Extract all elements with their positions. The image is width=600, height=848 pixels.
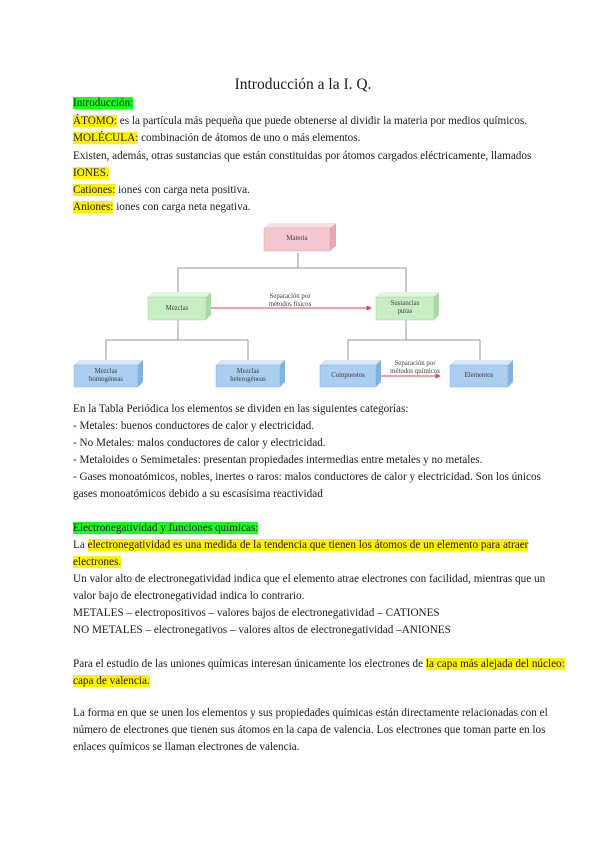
- label-elementos: Elementos: [464, 372, 494, 379]
- tabla-line-1: En la Tabla Periódica los elementos se dividen en las siguientes categorías:: [73, 403, 409, 415]
- intro-heading: Introducción:: [73, 97, 134, 109]
- uniones-line-2: capa de valencia.: [73, 675, 150, 687]
- tabla-line-6: gases monoatómicos debido a su escasísima reactividad: [73, 488, 323, 500]
- iones-line: Existen, además, otras sustancias que están constituidas por átomos cargados eléctricamente, llamados: [73, 150, 532, 162]
- uniones-line-1: Para el estudio de las uniones químicas interesan únicamente los electrones de la capa más alejada del núcleo:: [73, 658, 565, 670]
- label-mezclas-homogeneas: Mezclas homogéneas: [89, 368, 123, 383]
- label-materia: Materia: [286, 235, 308, 242]
- electro-line-6: NO METALES – electronegativos – valores altos de electronegatividad –ANIONES: [73, 624, 451, 636]
- tabla-line-5: - Gases monoatómicos, nobles, inertes o raros: malos conductores de calor y electricidad. Son los únicos: [73, 471, 541, 483]
- electro-line-4: valor bajo de electronegatividad indica lo contrario.: [73, 590, 305, 602]
- aniones-definition: Aniones: iones con carga neta negativa.: [73, 201, 251, 213]
- label-mezclas-heterogeneas: Mezclas heterogéneas: [230, 368, 266, 383]
- electro-heading: Electronegatividad y funciones químicas:: [73, 522, 259, 534]
- tabla-line-3: - No Metales: malos conductores de calor y electricidad.: [73, 437, 326, 449]
- cationes-definition: Cationes: iones con carga neta positiva.: [73, 184, 250, 196]
- label-compuestos: Compuestos: [331, 372, 365, 379]
- label-sustancias-puras: Sustancias puras: [390, 300, 420, 315]
- iones-term: IONES.: [73, 167, 109, 179]
- tabla-line-2: - Metales: buenos conductores de calor y electricidad.: [73, 420, 315, 432]
- valencia-line-1: La forma en que se unen los elementos y sus propiedades químicas están directamente relacionadas con el: [73, 707, 548, 719]
- atomo-definition: ÁTOMO: es la partícula más pequeña que puede obtenerse al dividir la materia por medios químicos.: [73, 115, 528, 127]
- valencia-line-2: número de electrones que tienen sus átomos en la capa de valencia. Los electrones que toman parte en los: [73, 724, 546, 736]
- label-separacion-fisicos: Separación por métodos físicos: [268, 293, 312, 308]
- label-separacion-quimicos: Separación por métodos químicos: [390, 360, 440, 375]
- electro-line-1: La electronegatividad es una medida de la tendencia que tienen los átomos de un elemento para atraer: [73, 539, 529, 551]
- matter-classification-diagram: [68, 218, 524, 398]
- page-title: Introducción a la I. Q.: [234, 76, 372, 93]
- label-mezclas: Mezclas: [165, 305, 189, 312]
- valencia-line-3: enlaces químicos se llaman electrones de valencia.: [73, 741, 300, 753]
- molecula-definition: MOLÉCULA: combinación de átomos de uno o más elementos.: [73, 132, 361, 144]
- electro-line-2: electrones.: [73, 556, 122, 568]
- electro-line-5: METALES – electropositivos – valores bajos de electronegatividad – CATIONES: [73, 607, 440, 619]
- electro-line-3: Un valor alto de electronegatividad indica que el elemento atrae electrones con facilidad, mientras que un: [73, 573, 546, 585]
- tabla-line-4: - Metaloides o Semimetales: presentan propiedades intermedias entre metales y no metales.: [73, 454, 483, 466]
